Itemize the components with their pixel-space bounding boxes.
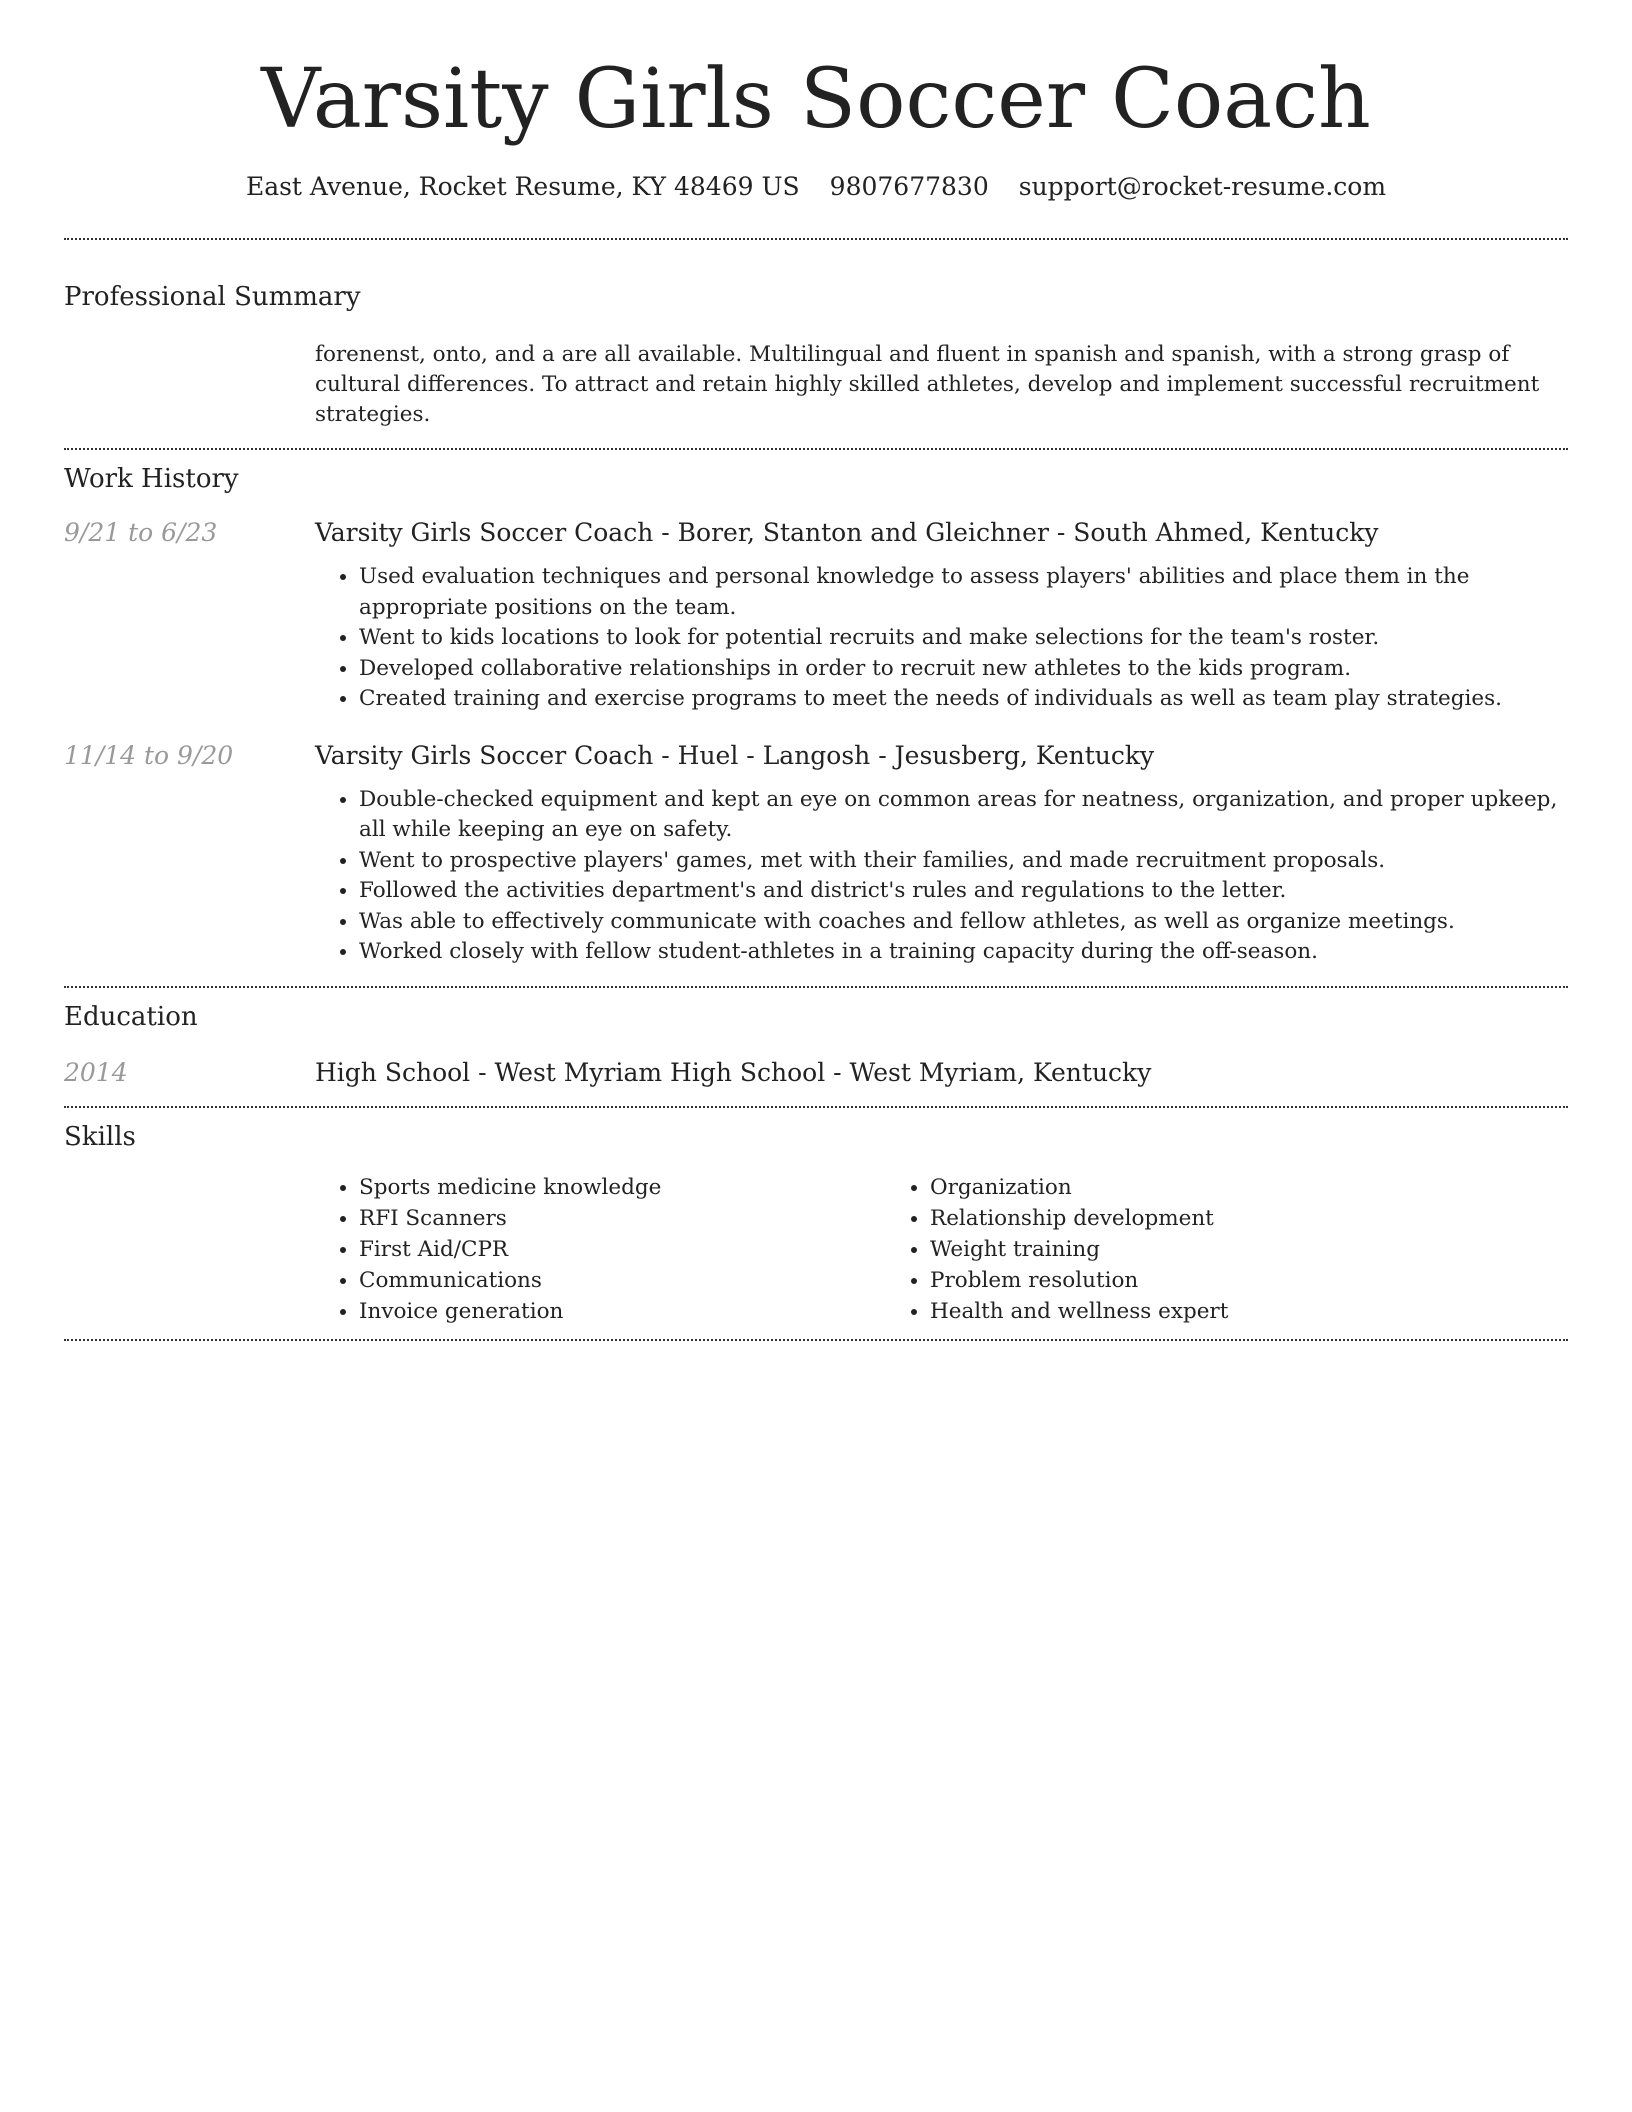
work-entry-bullets xyxy=(315,562,1568,715)
work-bullet: • Double-checked equipment and kept an eye on common areas for neatness, organization, and proper upkeep, all while keeping an eye on safety. xyxy=(359,785,1568,846)
section-divider xyxy=(64,238,1568,240)
work-entry-dates: 9/21 to 6/23 xyxy=(64,518,218,547)
section-divider xyxy=(64,448,1568,450)
section-divider xyxy=(64,1106,1568,1108)
work-bullet: • Followed the activities department's and district's rules and regulations to the letter. xyxy=(359,876,1568,907)
skills-list-right xyxy=(886,1172,1457,1327)
work-entry-title: Varsity Girls Soccer Coach xyxy=(315,518,654,547)
work-history-heading: Work History xyxy=(64,464,239,494)
section-divider xyxy=(64,1339,1568,1341)
education-degree: High School xyxy=(315,1057,471,1087)
contact-line xyxy=(64,170,1568,204)
contact-phone: 9807677830 xyxy=(829,172,989,201)
education-heading-line xyxy=(315,1056,1568,1090)
summary-text: forenenst, onto, and a are all available. Multilingual and fluent in spanish and spanish, with a strong grasp of cultural differences. To attract and retain highly skilled athletes, develop and implement successful recruitment strategies. xyxy=(315,342,1540,427)
resume-page xyxy=(64,0,1568,1341)
work-entry xyxy=(64,516,1568,715)
work-entry xyxy=(64,739,1568,968)
work-bullet: • Went to kids locations to look for potential recruits and make selections for the team's roster. xyxy=(359,623,1568,654)
work-entry-dates: 11/14 to 9/20 xyxy=(64,740,234,770)
skills-heading: Skills xyxy=(64,1121,136,1152)
skill-item: • Weight training xyxy=(930,1234,1457,1265)
section-divider xyxy=(64,986,1568,988)
summary-heading: Professional Summary xyxy=(64,282,361,312)
work-bullet: • Developed collaborative relationships in order to recruit new athletes to the kids program. xyxy=(359,654,1568,685)
work-entry-bullets xyxy=(315,785,1568,968)
skill-item: • Sports medicine knowledge xyxy=(359,1172,886,1203)
work-bullet: • Was able to effectively communicate with coaches and fellow athletes, as well as organize meetings. xyxy=(359,907,1568,938)
skills-columns xyxy=(315,1172,1568,1327)
work-entry-heading xyxy=(315,516,1568,550)
work-bullet: • Used evaluation techniques and personal knowledge to assess players' abilities and place them in the appropriate positions on the team. xyxy=(359,562,1568,623)
skill-item: • Problem resolution xyxy=(930,1265,1457,1296)
work-entry-employer: - Borer, Stanton and Gleichner - South Ahmed, Kentucky xyxy=(653,518,1379,547)
skill-item: • First Aid/CPR xyxy=(359,1234,886,1265)
skill-item: • Relationship development xyxy=(930,1203,1457,1234)
contact-address: East Avenue, Rocket Resume, KY 48469 US xyxy=(245,172,800,201)
education-entry xyxy=(64,1056,1568,1090)
work-bullet: • Worked closely with fellow student-athletes in a training capacity during the off-season. xyxy=(359,937,1568,968)
skill-item: • Communications xyxy=(359,1265,886,1296)
skills-list-left xyxy=(315,1172,886,1327)
skill-item: • Organization xyxy=(930,1172,1457,1203)
skill-item: • RFI Scanners xyxy=(359,1203,886,1234)
skill-item: • Invoice generation xyxy=(359,1296,886,1327)
work-entry-title: Varsity Girls Soccer Coach xyxy=(315,740,654,770)
education-heading: Education xyxy=(64,1001,198,1032)
work-entry-employer: - Huel - Langosh - Jesusberg, Kentucky xyxy=(653,740,1155,770)
work-bullet: • Created training and exercise programs to meet the needs of individuals as well as team play strategies. xyxy=(359,684,1568,715)
contact-email: support@rocket-resume.com xyxy=(1018,172,1387,201)
resume-name: Varsity Girls Soccer Coach xyxy=(261,52,1371,147)
education-year: 2014 xyxy=(64,1057,128,1087)
education-school: - West Myriam High School - West Myriam, Kentucky xyxy=(470,1057,1152,1087)
skill-item: • Health and wellness expert xyxy=(930,1296,1457,1327)
work-bullet: • Went to prospective players' games, met with their families, and made recruitment proposals. xyxy=(359,846,1568,877)
work-entry-heading xyxy=(315,739,1568,773)
